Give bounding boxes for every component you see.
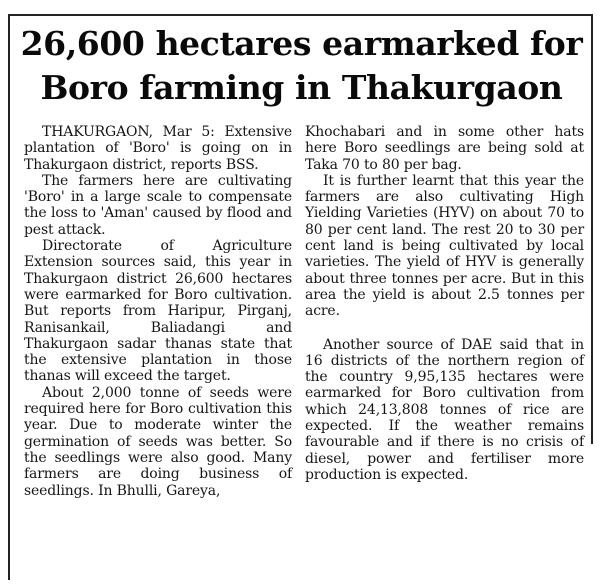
right-column: [305, 124, 584, 483]
headline: 26,600 hectares earmarked for Boro farming in Thakurgaon: [20, 24, 583, 107]
clipping-border-top: [8, 14, 593, 16]
paragraph-dae-sources: Directorate of Agriculture Extension sources said, this year in Thakurgaon district 26,600 hectares were earmarked for Boro cultivation. But reports from Haripur, Pirganj, Ranisankail, Baliadangi and Thakurgaon sadar thanas state that the extensive plantation in those thanas will exceed the target.: [24, 238, 292, 385]
paragraph-seedlings-sold: Khochabari and in some other hats here Boro seedlings are being sold at Taka 70 to 80 per bag.: [305, 124, 584, 173]
clipping-border-left: [8, 14, 10, 580]
paragraph-hyv-cultivation: It is further learnt that this year the farmers are also cultivating High Yielding Varieties (HYV) on about 70 to 80 per cent land. The rest 20 to 30 per cent land is being cultivated by local varieties. The yield of HYV is generally about three tonnes per acre. But in this area the yield is about 2.5 tonnes per acre.: [305, 172, 584, 320]
paragraph-dateline-intro: THAKURGAON, Mar 5: Extensive plantation of 'Boro' is going on in Thakurgaon district, reports BSS.: [24, 124, 292, 173]
paragraph-seeds-required: About 2,000 tonne of seeds were required here for Boro cultivation this year. Due to moderate winter the germination of seeds was better. So the seedlings were also good. Many farmers are doing business of seedlings. In Bhulli, Gareya,: [24, 384, 292, 499]
left-column: [24, 124, 292, 499]
paragraph-farmers-cultivating: The farmers here are cultivating 'Boro' in a large scale to compensate the loss to 'Aman' caused by flood and pest attack.: [24, 172, 292, 238]
clipping-border-right: [591, 14, 593, 444]
paragraph-northern-region: Another source of DAE said that in 16 districts of the northern region of the country 9,95,135 hectares were earmarked for Boro cultivation from which 24,13,808 tonnes of rice are expected. If the weather remains favourable and if there is no crisis of diesel, power and fertiliser more production is expected.: [305, 336, 584, 483]
